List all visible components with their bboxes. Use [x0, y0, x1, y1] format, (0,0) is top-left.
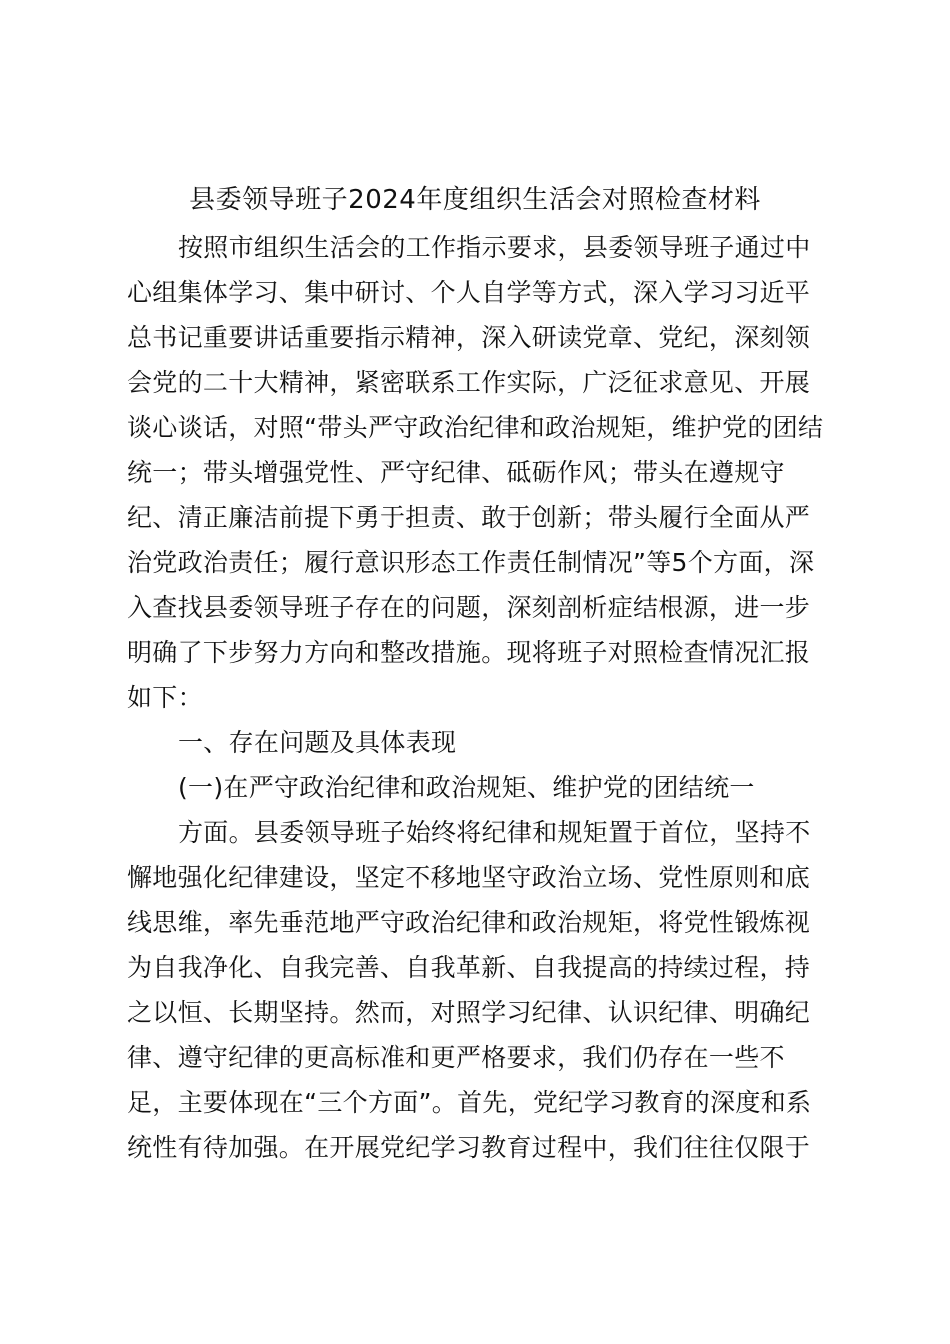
- paragraph-line: 治党政治责任；履行意识形态工作责任制情况”等5个方面，深: [127, 548, 815, 577]
- paragraph-line: 按照市组织生活会的工作指示要求，县委领导班子通过中: [178, 233, 811, 262]
- paragraph-line: 明确了下步努力方向和整改措施。现将班子对照检查情况汇报: [127, 638, 811, 667]
- paragraph-line: 律、遵守纪律的更高标准和更严格要求，我们仍存在一些不: [127, 1043, 785, 1072]
- paragraph-line: 统一；带头增强党性、严守纪律、砥砺作风；带头在遵规守: [127, 458, 785, 487]
- paragraph-line: 入查找县委领导班子存在的问题，深刻剖析症结根源，进一步: [127, 593, 811, 622]
- paragraph-line: 足，主要体现在“三个方面”。首先，党纪学习教育的深度和系: [127, 1088, 812, 1117]
- paragraph-line: 会党的二十大精神，紧密联系工作实际，广泛征求意见、开展: [127, 368, 811, 397]
- section-heading: 一、存在问题及具体表现: [178, 728, 457, 757]
- subsection-heading: (一)在严守政治纪律和政治规矩、维护党的团结统一: [178, 773, 755, 802]
- paragraph-line: 心组集体学习、集中研讨、个人自学等方式，深入学习习近平: [127, 278, 811, 307]
- paragraph-line: 线思维，率先垂范地严守政治纪律和政治规矩，将党性锻炼视: [127, 908, 811, 937]
- paragraph-line: 懈地强化纪律建设，坚定不移地坚守政治立场、党性原则和底: [127, 863, 811, 892]
- paragraph-line: 统性有待加强。在开展党纪学习教育过程中，我们往往仅限于: [127, 1133, 811, 1162]
- paragraph-line: 之以恒、长期坚持。然而，对照学习纪律、认识纪律、明确纪: [127, 998, 811, 1027]
- document-title: 县委领导班子2024年度组织生活会对照检查材料: [189, 185, 761, 215]
- paragraph-line: 方面。县委领导班子始终将纪律和规矩置于首位，坚持不: [178, 818, 811, 847]
- paragraph-line: 谈心谈话，对照“带头严守政治纪律和政治规矩，维护党的团结: [127, 413, 824, 442]
- paragraph-line: 纪、清正廉洁前提下勇于担责、敢于创新；带头履行全面从严: [127, 503, 811, 532]
- paragraph-line: 总书记重要讲话重要指示精神，深入研读党章、党纪，深刻领: [127, 323, 811, 352]
- paragraph-line: 为自我净化、自我完善、自我革新、自我提高的持续过程，持: [127, 953, 811, 982]
- paragraph-line: 如下：: [127, 683, 203, 712]
